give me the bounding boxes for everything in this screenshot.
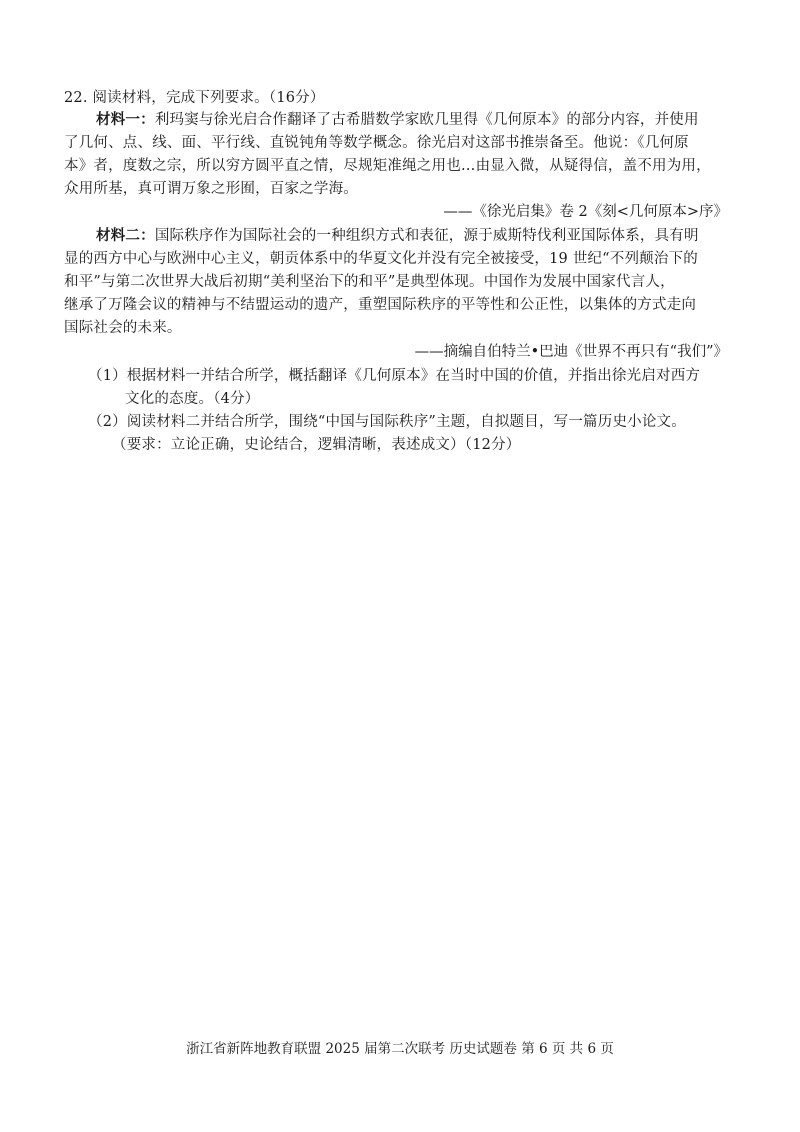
material1-text-1: 利玛窦与徐光启合作翻译了古希腊数学家欧几里得《几何原本》的部分内容，并使用	[154, 112, 699, 128]
material2-text-1: 国际秩序作为国际社会的一种组织方式和表征，源于威斯特伐利亚国际体系，具有明	[154, 228, 699, 244]
requirement-1-line-2: 文化的态度。（4分）	[125, 391, 260, 407]
material2-line-4: 继承了万隆会议的精神与不结盟运动的遗产，重塑国际秩序的平等性和公正性，以集体的方式走向	[64, 297, 697, 313]
material1-source: ——《徐光启集》卷 2《刻<几何原本>序》	[443, 204, 728, 220]
material1-label: 材料一：	[96, 112, 155, 128]
requirement-2-line-1: （2）阅读材料二并结合所学，围绕“中国与国际秩序”主题，自拟题目，写一篇历史小论文。	[88, 414, 686, 430]
material1-line-2: 了几何、点、线、面、平行线、直锐钝角等数学概念。徐光启对这部书推崇备至。他说：《几何原	[64, 135, 689, 151]
material2-line-3: 和平”与第二次世界大战后初期“美利坚治下的和平”是典型体现。中国作为发展中国家代言人，	[64, 274, 675, 290]
material2-line-2: 显的西方中心与欧洲中心主义，朝贡体系中的华夏文化并没有完全被接受，19 世纪“不列颠治下的	[64, 251, 698, 267]
material2-source: ——摘编自伯特兰•巴迪《世界不再只有“我们”》	[414, 344, 728, 360]
material1-line-4: 众用所基，真可谓万象之形囿，百家之学海。	[64, 181, 358, 197]
material1-line-3: 本》者，度数之宗，所以穷方圆平直之情，尽规矩准绳之用也…由显入微，从疑得信，盖不用为用，	[64, 158, 711, 174]
requirement-2-line-2: （要求：立论正确，史论结合，逻辑清晰，表述成文）（12分）	[112, 437, 521, 453]
material1-line-1	[96, 110, 699, 130]
material2-line-1	[96, 226, 699, 246]
page-footer: 浙江省新阵地教育联盟 2025 届第二次联考 历史试题卷 第 6 页 共 6 页	[186, 1041, 614, 1057]
material2-line-5: 国际社会的未来。	[64, 320, 182, 336]
question-heading: 22. 阅读材料，完成下列要求。（16分）	[64, 90, 325, 106]
requirement-1-line-1: （1）根据材料一并结合所学，概括翻译《几何原本》在当时中国的价值，并指出徐光启对西方	[88, 368, 701, 384]
material2-label: 材料二：	[96, 228, 155, 244]
